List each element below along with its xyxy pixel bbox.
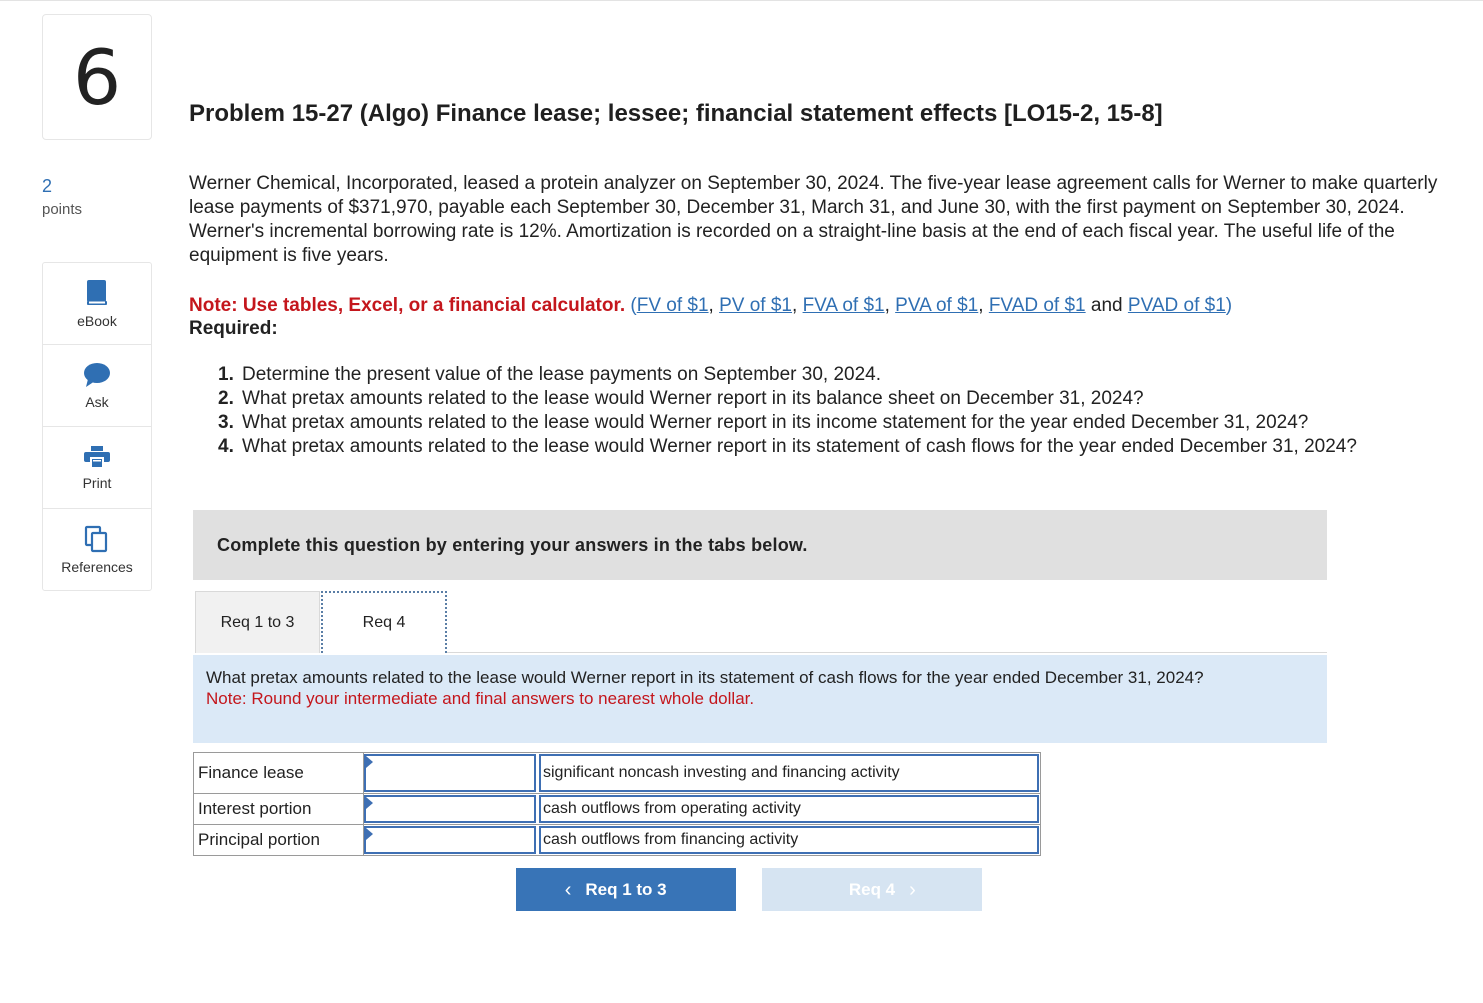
requirement-text: What pretax amounts related to the lease would Werner report in its statement of cash flows for the year ended December 31, 2024?	[242, 436, 1357, 457]
input-marker-icon	[366, 756, 373, 768]
problem-intro: Werner Chemical, Incorporated, leased a protein analyzer on September 30, 2024. The five-year lease agreement calls for Werner to make quarterly lease payments of $371,970, payable each September 30, December 31, March 31, and June 30, with the first payment on September 30, 2024. Werner's incremental borrowing rate is 12%. Amortization is recorded on a straight-line basis at the end of each fiscal year. The useful life of the equipment is five years.	[189, 173, 1438, 266]
tab-label: Req 4	[362, 614, 406, 631]
ebook-label: eBook	[77, 312, 117, 329]
copy-documents-icon	[84, 525, 110, 553]
link-fv[interactable]: FV of $1	[636, 295, 709, 316]
links-and: and	[1090, 295, 1123, 316]
tab-label: Req 1 to 3	[220, 613, 295, 631]
note-prefix: Note: Use tables, Excel, or a financial calculator.	[189, 295, 626, 316]
ask-label: Ask	[85, 393, 109, 410]
requirement-item	[218, 435, 1448, 459]
link-fva[interactable]: FVA of $1	[802, 295, 885, 316]
top-divider	[0, 0, 1483, 1]
requirement-text: Determine the present value of the lease payments on September 30, 2024.	[242, 364, 882, 385]
printer-icon	[83, 445, 111, 469]
link-pv[interactable]: PV of $1	[719, 295, 792, 316]
requirement-number: 3.	[218, 412, 234, 433]
next-req-button[interactable]	[762, 868, 982, 911]
row-label: Interest portion	[194, 794, 364, 824]
amount-input-finance-lease[interactable]	[364, 754, 536, 792]
requirement-number: 4.	[218, 436, 234, 457]
requirement-number: 1.	[218, 364, 234, 385]
chevron-left-icon: ‹	[564, 878, 572, 901]
requirements-list	[218, 363, 1448, 459]
row-label: Principal portion	[194, 825, 364, 855]
answer-table	[193, 752, 1041, 856]
table-row	[194, 793, 1040, 824]
ebook-button[interactable]	[43, 263, 151, 345]
table-row	[194, 753, 1040, 793]
tables-note: Note: Use tables, Excel, or a financial calculator. (FV of $1, PV of $1, FVA of $1, PVA of $1, FVAD of $1 and PVAD of $1)	[189, 295, 1233, 316]
references-button[interactable]	[43, 509, 151, 590]
chevron-right-icon: ›	[909, 878, 916, 901]
table-row	[194, 824, 1040, 855]
print-label: Print	[82, 474, 112, 491]
link-pvad[interactable]: PVAD of $1	[1127, 295, 1226, 316]
chat-bubble-icon	[83, 362, 111, 388]
description-select-interest[interactable]: cash outflows from operating activity	[539, 795, 1039, 823]
description-select-finance-lease[interactable]: significant noncash investing and financing activity	[539, 754, 1039, 792]
required-label: Required:	[189, 318, 278, 339]
points-label: points	[42, 201, 83, 218]
requirement-item	[218, 387, 1448, 411]
link-pva[interactable]: PVA of $1	[895, 295, 979, 316]
amount-input-interest[interactable]	[364, 795, 536, 823]
panel-question: What pretax amounts related to the lease would Werner report in its statement of cash flows for the year ended December 31, 2024?	[206, 668, 1204, 687]
tab-divider	[447, 652, 1327, 653]
book-icon	[85, 279, 109, 307]
problem-title: Problem 15-27 (Algo) Finance lease; lessee; financial statement effects [LO15-2, 15-8]	[189, 100, 1163, 127]
requirement-text: What pretax amounts related to the lease would Werner report in its balance sheet on December 31, 2024?	[242, 388, 1144, 409]
amount-input-principal[interactable]	[364, 826, 536, 854]
instructions-text: Complete this question by entering your answers in the tabs below.	[217, 534, 808, 555]
prev-label: Req 1 to 3	[585, 879, 667, 899]
references-label: References	[61, 558, 133, 575]
question-panel	[193, 655, 1327, 743]
tab-req-1-to-3[interactable]	[195, 591, 320, 653]
print-button[interactable]	[43, 427, 151, 509]
question-number: 6	[42, 14, 152, 140]
requirement-item	[218, 411, 1448, 435]
ask-button[interactable]	[43, 345, 151, 427]
input-marker-icon	[366, 828, 373, 840]
instructions-banner	[193, 510, 1327, 580]
row-label: Finance lease	[194, 753, 364, 793]
link-fvad[interactable]: FVAD of $1	[988, 295, 1086, 316]
input-marker-icon	[366, 797, 373, 809]
panel-note: Note: Round your intermediate and final answers to nearest whole dollar.	[206, 689, 755, 708]
tool-panel	[42, 262, 152, 591]
tab-req-4[interactable]	[321, 591, 447, 653]
prev-req-button[interactable]	[516, 868, 736, 911]
next-label: Req 4	[848, 879, 896, 899]
description-select-principal[interactable]: cash outflows from financing activity	[539, 826, 1039, 854]
requirement-number: 2.	[218, 388, 234, 409]
points-value: 2	[42, 176, 53, 196]
requirement-item	[218, 363, 1448, 387]
requirement-text: What pretax amounts related to the lease would Werner report in its income statement for the year ended December 31, 2024?	[242, 412, 1309, 433]
